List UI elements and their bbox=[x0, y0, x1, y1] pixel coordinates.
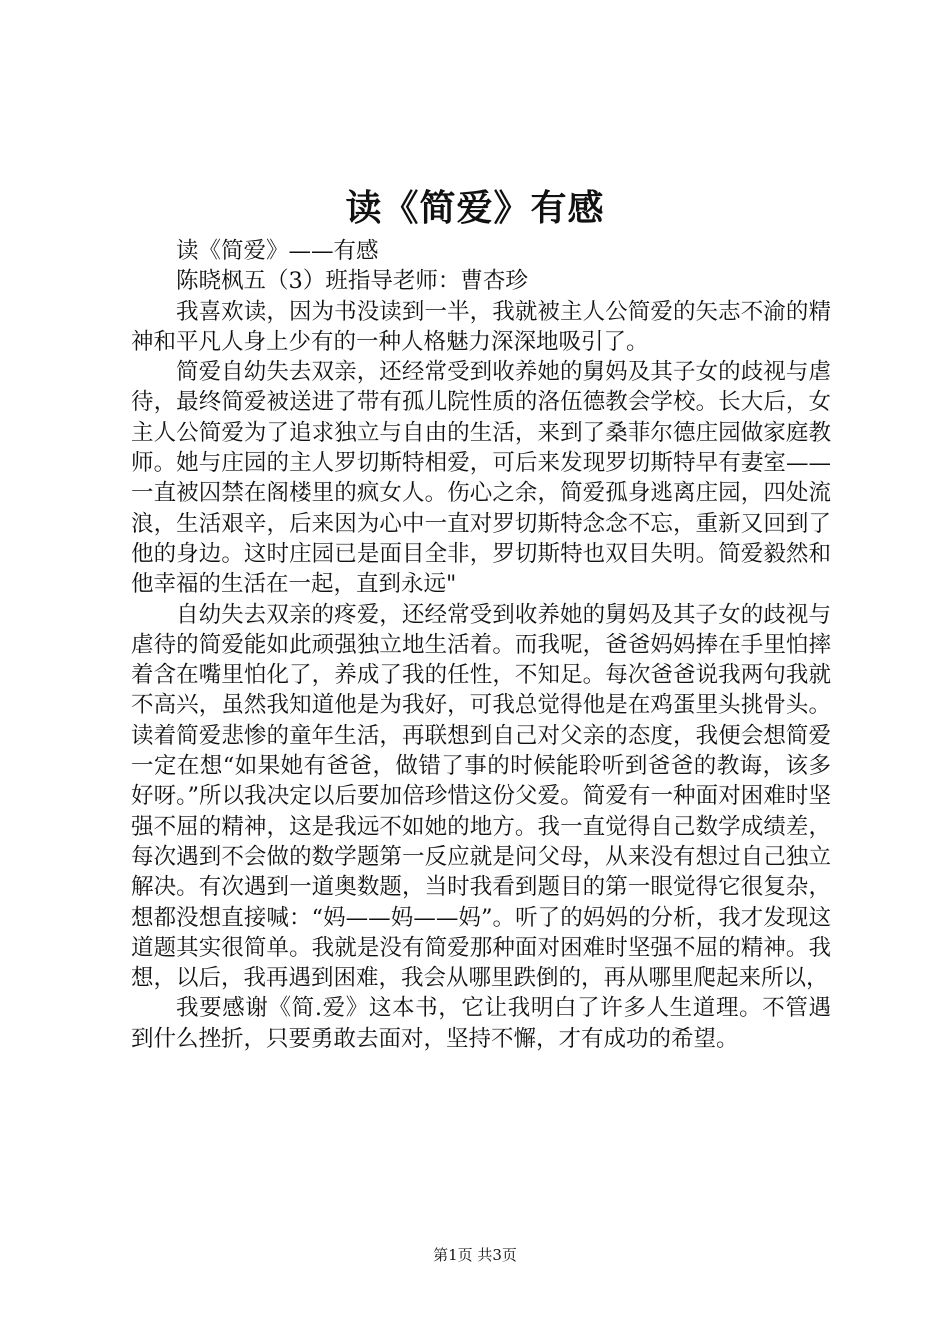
subtitle-line: 读《简爱》——有感 bbox=[176, 238, 379, 264]
document-title: 读《简爱》有感 bbox=[345, 187, 605, 229]
body-paragraph: 我要感谢《简.爱》这本书，它让我明白了许多人生道理。不管遇到什么挫折，只要勇敢去面对，坚持不懈，才有成功的希望。 bbox=[131, 995, 831, 1052]
body-paragraph: 我喜欢读，因为书没读到一半，我就被主人公简爱的矢志不渝的精神和平凡人身上少有的一种人格魅力深深地吸引了。 bbox=[131, 298, 831, 355]
body-paragraph: 简爱自幼失去双亲，还经常受到收养她的舅妈及其子女的歧视与虐待，最终简爱被送进了带有孤儿院性质的洛伍德教会学校。长大后，女主人公简爱为了追求独立与自由的生活，来到了桑菲尔德庄园做家庭教师。她与庄园的主人罗切斯特相爱，可后来发现罗切斯特早有妻室——一直被囚禁在阁楼里的疯女人。伤心之余，简爱孤身逃离庄园，四处流浪，生活艰辛，后来因为心中一直对罗切斯特念念不忘，重新又回到了他的身边。这时庄园已是面目全非，罗切斯特也双目失明。简爱毅然和他幸福的生活在一起，直到永远" bbox=[131, 359, 831, 598]
page-number-footer: 第1页 共3页 bbox=[433, 1246, 517, 1264]
body-paragraph: 自幼失去双亲的疼爱，还经常受到收养她的舅妈及其子女的歧视与虐待的简爱能如此顽强独立地生活着。而我呢，爸爸妈妈捧在手里怕摔着含在嘴里怕化了，养成了我的任性，不知足。每次爸爸说我两句我就不高兴，虽然我知道他是为我好，可我总觉得他是在鸡蛋里头挑骨头。读着简爱悲惨的童年生活，再联想到自己对父亲的态度，我便会想简爱一定在想“如果她有爸爸，做错了事的时候能聆听到爸爸的教诲，该多好呀。”所以我决定以后要加倍珍惜这份父爱。简爱有一种面对困难时坚强不屈的精神，这是我远不如她的地方。我一直觉得自己数学成绩差，每次遇到不会做的数学题第一反应就是问父母，从来没有想过自己独立解决。有次遇到一道奥数题，当时我看到题目的第一眼觉得它很复杂，想都没想直接喊：“妈——妈——妈”。听了的妈妈的分析，我才发现这道题其实很简单。我就是没有简爱那种面对困难时坚强不屈的精神。我想，以后，我再遇到困难，我会从哪里跌倒的，再从哪里爬起来所以， bbox=[131, 601, 831, 992]
author-line: 陈晓枫五（3）班指导老师：曹杏珍 bbox=[176, 268, 528, 295]
document-body bbox=[131, 236, 831, 1054]
